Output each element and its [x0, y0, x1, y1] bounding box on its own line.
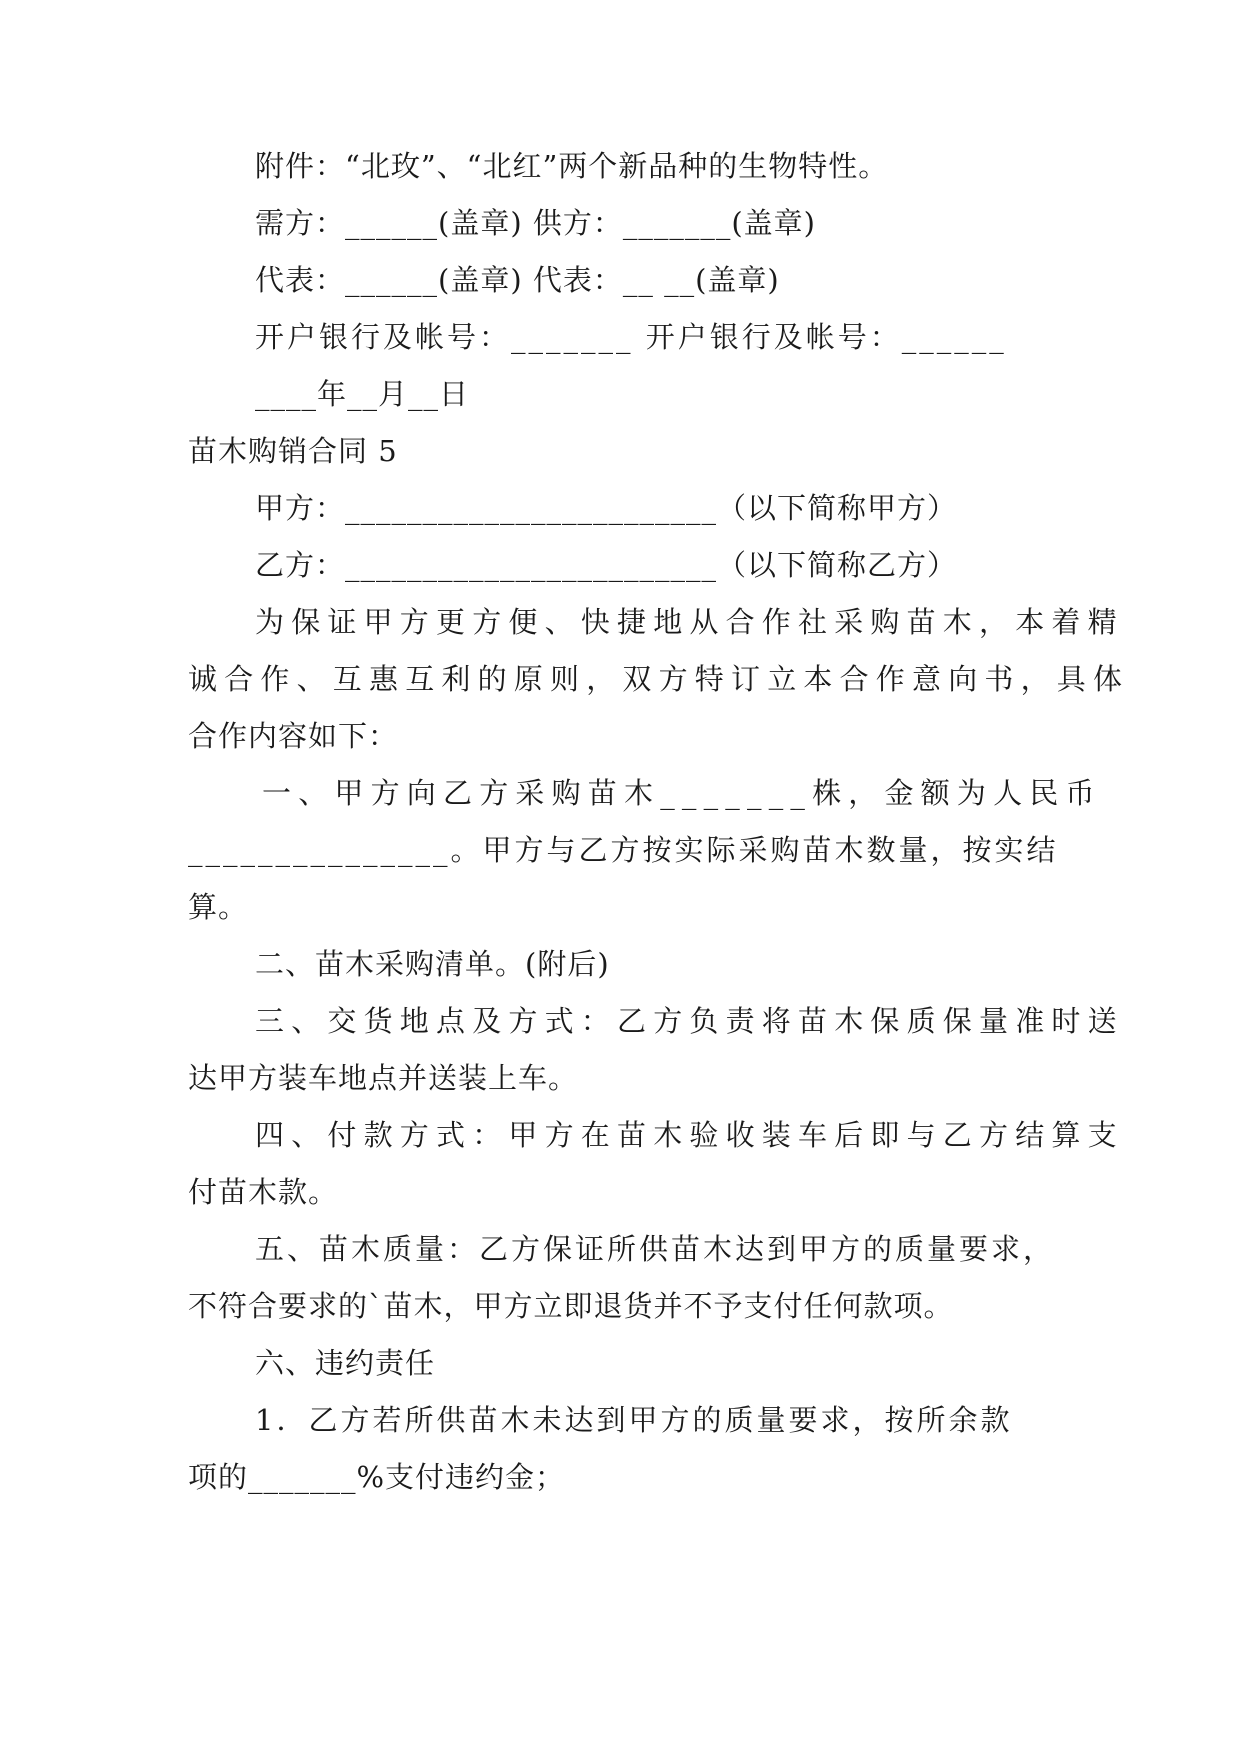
preamble-line-2: 诚合作、互惠互利的原则，双方特订立本合作意向书，具体: [188, 662, 1130, 696]
clause-4-line-2: 付苗木款。: [188, 1175, 339, 1209]
clause-1-line-3: 算。: [188, 890, 249, 924]
date-line: ____年__月__日: [255, 377, 470, 411]
clause-1-line-1: 一、甲方向乙方采购苗木_______株，金额为人民币: [262, 776, 1102, 810]
party-a-line: 甲方：________________________（以下简称甲方）: [255, 491, 958, 525]
contract-title: 苗木购销合同 5: [188, 434, 398, 468]
clause-6-heading: 六、违约责任: [255, 1346, 436, 1380]
buyer-supplier-seal-line: 需方：______(盖章) 供方：_______(盖章): [255, 206, 816, 240]
clause-6-item-1-line-1: 1．乙方若所供苗木未达到甲方的质量要求，按所余款: [255, 1403, 1013, 1437]
clause-5-line-2: 不符合要求的`苗木，甲方立即退货并不予支付任何款项。: [188, 1289, 954, 1323]
clause-3-line-2: 达甲方装车地点并送装上车。: [188, 1061, 579, 1095]
clause-2-line: 二、苗木采购清单。(附后): [255, 947, 610, 981]
party-b-line: 乙方：________________________（以下简称乙方）: [255, 548, 958, 582]
clause-1-line-2: _______________。甲方与乙方按实际采购苗木数量，按实结: [188, 833, 1059, 867]
preamble-line-1: 为保证甲方更方便、快捷地从合作社采购苗木，本着精: [255, 605, 1124, 639]
representative-seal-line: 代表：______(盖章) 代表：__ __(盖章): [255, 263, 780, 297]
clause-4-line-1: 四、付款方式：甲方在苗木验收装车后即与乙方结算支: [255, 1118, 1124, 1152]
clause-5-line-1: 五、苗木质量：乙方保证所供苗木达到甲方的质量要求，: [255, 1232, 1056, 1266]
attachment-line: 附件：“北玫”、“北红”两个新品种的生物特性。: [255, 149, 889, 183]
bank-account-line: 开户银行及帐号：_______ 开户银行及帐号：______: [255, 320, 1007, 354]
preamble-line-3: 合作内容如下：: [188, 719, 399, 753]
clause-3-line-1: 三、交货地点及方式：乙方负责将苗木保质保量准时送: [255, 1004, 1124, 1038]
clause-6-item-1-line-2: 项的_______%支付违约金；: [188, 1460, 566, 1494]
